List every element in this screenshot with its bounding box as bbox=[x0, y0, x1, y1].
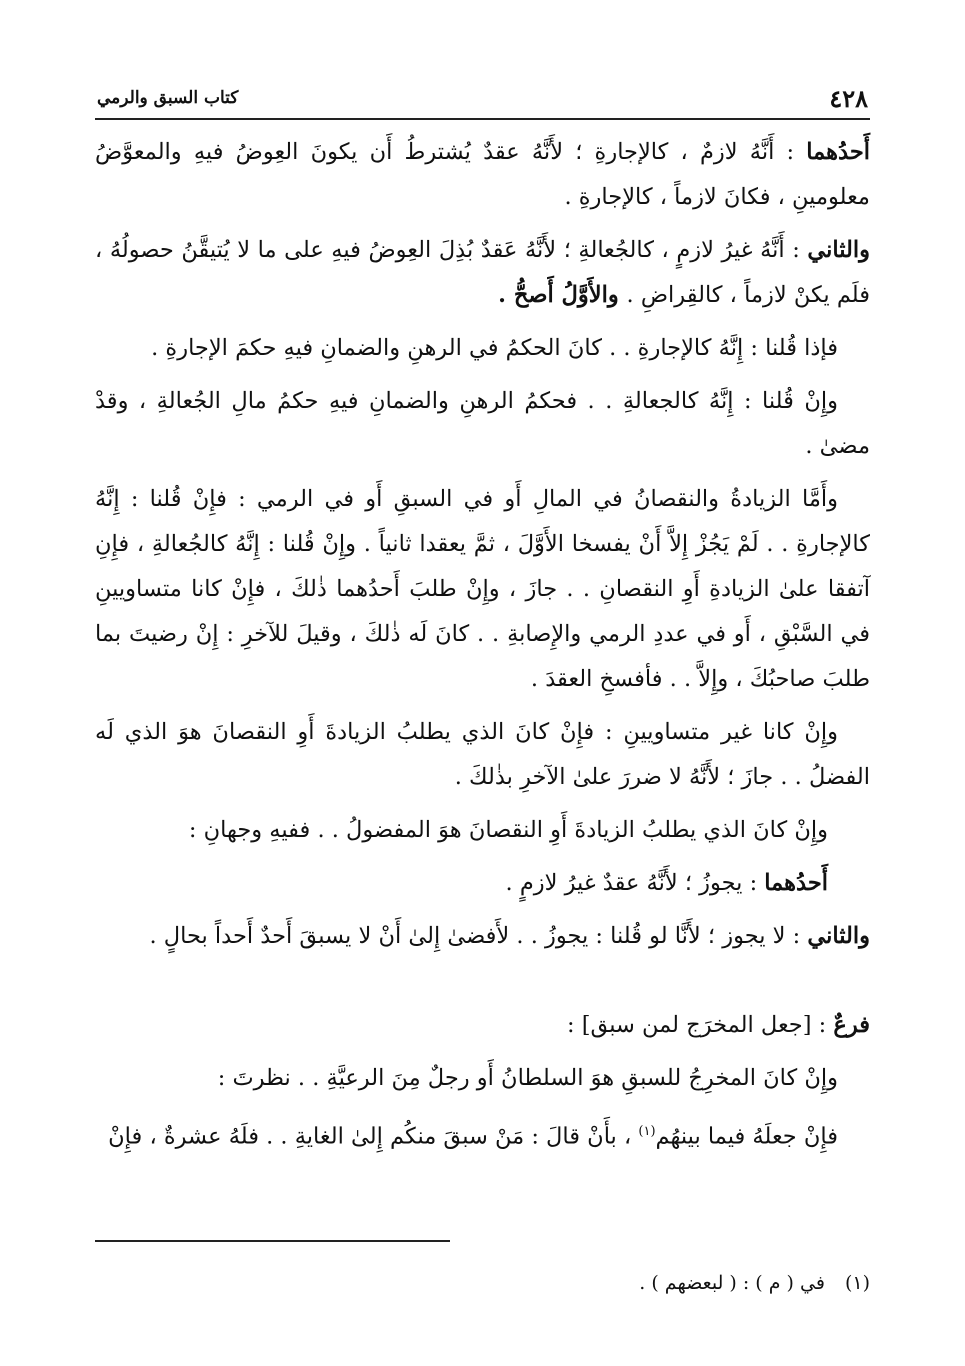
paragraph bbox=[95, 477, 870, 702]
footnote-text: في ( م ) : ( لبعضهم ) . bbox=[639, 1272, 825, 1294]
paragraph-text: وأَمَّا الزيادةُ والنقصانُ في المالِ أَو في السبقِ أَو في الرمي : فإِنْ قُلنا : إِنَّهُ كالإجارةِ . . لَمْ يَجُزْ إِلاَّ أَنْ يفسخا الأَوَّلَ ، ثمَّ يعقدا ثانياً . وإِنْ قُلنا : إِنَّهُ كالجُعالةِ ، فإِنِ آتفقا علىٰ الزيادةِ أَوِ النقصانِ . . جازَ ، وإِنْ طلبَ أَحدُهما ذٰلكَ ، فإِنْ كانا متساويينِ في السَّبْقِ ، أَو في عددِ الرمي والإِصابةِ . . كانَ لَه ذٰلكَ ، وقيلَ للآخرِ : إِنْ رضيتَ بما طلبَ صاحبُكَ ، وإِلاَّ . . فأفسخِ العقدَ . bbox=[95, 486, 870, 692]
paragraph-text: : لا يجوز ؛ لأَنَّا لو قُلنا : يجوزُ . . لأَفضىٰ إِلىٰ أَنْ لا يسبقَ أَحدٌ أَحداً بحالٍ . bbox=[149, 923, 808, 949]
paragraph-lead: أَحدُهما bbox=[764, 870, 828, 896]
paragraph-text: : أَنَّهُ لازمٌ ، كالإجارةِ ؛ لأَنَّهُ عقدٌ يُشترطُ أَن يكونَ العِوضُ فيهِ والمعوَّضُ معلومينِ ، فكانَ لازماً ، كالإجارةِ . bbox=[95, 139, 870, 210]
section-label: فرعٌ bbox=[833, 1012, 870, 1038]
paragraph bbox=[95, 379, 870, 469]
paragraph-text: : أَنَّهُ غيرُ لازمٍ ، كالجُعالةِ ؛ لأَنَّهُ عَقدٌ بُذِلَ العِوضُ فيهِ على ما لا يُتيقَّنُ حصولُهُ ، فلَم يكنْ لازماً ، كالقِراضِ . bbox=[95, 237, 870, 308]
footnote-divider bbox=[95, 1240, 450, 1242]
main-text bbox=[95, 130, 870, 1168]
paragraph bbox=[95, 914, 870, 959]
paragraph-text: وإِنْ قُلنا : إِنَّهُ كالجعالةِ . . فحكمُ الرهنِ والضمانِ فيهِ حكمُ مالِ الجُعالةِ ، وقدْ مضىٰ . bbox=[95, 388, 870, 459]
book-page bbox=[95, 70, 870, 1340]
paragraph-lead: والثاني bbox=[807, 923, 870, 949]
paragraph-trail: والأَوَّلُ أَصحُّ . bbox=[498, 282, 627, 308]
paragraph bbox=[95, 1056, 870, 1101]
footnote bbox=[639, 1272, 870, 1294]
page-number: ٤٢٨ bbox=[829, 84, 868, 113]
book-title: كتاب السبق والرمي bbox=[97, 88, 239, 108]
section-heading bbox=[95, 1003, 870, 1048]
paragraph-text: وإِنْ كانا غير متساويينِ : فإِنْ كانَ الذي يطلبُ الزيادةَ أَوِ النقصانَ هوَ الذي لَه الفضلُ . . جازَ ؛ لأَنَّهُ لا ضررَ علىٰ الآخرِ بذٰلكَ . bbox=[95, 719, 870, 790]
paragraph bbox=[95, 861, 870, 906]
paragraph bbox=[95, 1109, 870, 1160]
paragraph-lead: أَحدُهما bbox=[806, 139, 870, 165]
paragraph bbox=[95, 808, 870, 853]
paragraph bbox=[95, 326, 870, 371]
paragraph-text: ، بأَنْ قالَ : مَنْ سبقَ منكُم إِلىٰ الغايةِ . . فلَهُ عشرةٌ ، فإِنْ bbox=[108, 1123, 639, 1150]
paragraph-lead: والثاني bbox=[807, 237, 870, 263]
paragraph bbox=[95, 130, 870, 220]
paragraph bbox=[95, 710, 870, 800]
paragraph-text: فإِنْ جعلَهُ فيما بينهُم bbox=[655, 1123, 838, 1150]
section-title: : [جعل المخرَج لمن سبق] : bbox=[566, 1012, 834, 1038]
paragraph-text: وإِنْ كانَ المخرِجُ للسبقِ هوَ السلطانُ أَو رجلٌ مِنَ الرعيَّةِ . . نظرتَ : bbox=[217, 1065, 838, 1091]
footnote-reference[interactable]: (١) bbox=[638, 1124, 656, 1139]
paragraph-text: وإِنْ كانَ الذي يطلبُ الزيادةَ أَوِ النقصانَ هوَ المفضولُ . . ففيهِ وجهانِ : bbox=[188, 817, 828, 843]
paragraph-text: فإذا قُلنا : إِنَّهُ كالإجارةِ . . كانَ الحكمُ في الرهنِ والضمانِ فيهِ حكمَ الإجارةِ . bbox=[151, 335, 838, 361]
page-header bbox=[95, 84, 870, 120]
footnote-number: (١) bbox=[844, 1272, 870, 1294]
section-gap bbox=[95, 967, 870, 1003]
paragraph bbox=[95, 228, 870, 318]
paragraph-text: : يجوزُ ؛ لأَنَّهُ عقدٌ غيرُ لازمٍ . bbox=[505, 870, 765, 896]
